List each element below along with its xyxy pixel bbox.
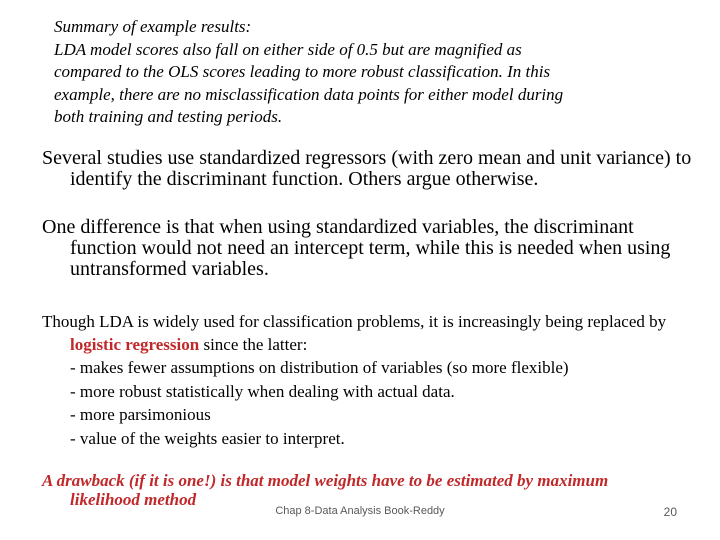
page-number: 20 (663, 505, 677, 519)
list-item: - value of the weights easier to interpret. (70, 428, 345, 448)
list-item: - makes fewer assumptions on distribution of variables (so more flexible) (70, 358, 569, 377)
list-item: - more parsimonious (70, 405, 211, 424)
summary-line: LDA model scores also fall on either side of 0.5 but are magnified as (54, 39, 522, 59)
summary-line: example, there are no misclassification data points for either model during (54, 84, 564, 104)
advantages-list (70, 356, 569, 450)
summary-line: both training and testing periods. (54, 107, 283, 126)
p3-text-before: Though LDA is widely used for classification problems, it is increasingly being replaced by (42, 312, 667, 331)
summary-block (54, 16, 694, 129)
paragraph-intercept-difference: One difference is that when using standardized variables, the discriminant function would not need an intercept term, while this is needed when using untransformed variables. (42, 216, 671, 280)
drawback-statement: A drawback (if it is one!) is that model weights have to be estimated by maximum likelihood method (42, 471, 609, 509)
paragraph-logistic-regression (42, 310, 702, 356)
list-item: - more robust statistically when dealing with actual data. (70, 381, 455, 401)
p3-text-after: since the latter: (199, 335, 308, 354)
summary-line: Summary of example results: (54, 17, 252, 36)
footer-text: Chap 8-Data Analysis Book-Reddy (275, 505, 445, 517)
paragraph-standardized-regressors: Several studies use standardized regressors (with zero mean and unit variance) to identify the discriminant function. Others argue otherwise. (42, 147, 692, 190)
summary-line: compared to the OLS scores leading to more robust classification. In this (54, 62, 551, 81)
logistic-regression-highlight: logistic regression (70, 335, 200, 354)
